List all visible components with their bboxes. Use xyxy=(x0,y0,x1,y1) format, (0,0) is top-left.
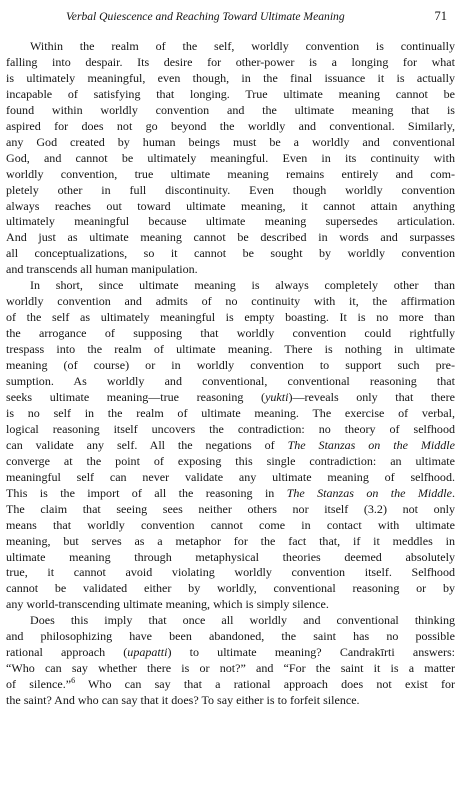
text-line: meaning (of course) or in worldly convention to support such pre- xyxy=(6,358,455,373)
text-line: Does this imply that once all worldly and conventional thinking xyxy=(30,613,455,628)
text-line: God, and cannot be ultimately meaningful. Even in its continuity with xyxy=(6,150,455,165)
text-line: and transcends all human manipulation. xyxy=(6,262,198,277)
text-line: found within worldly convention and the ultimate meaning that is xyxy=(6,102,455,117)
text-line: always reaches out toward ultimate meaning, it cannot attain anything xyxy=(6,198,455,213)
text-line: meaningful self can never validate any ultimate meaning of selfhood. xyxy=(6,469,455,484)
running-header xyxy=(6,9,455,24)
text-line: And just as ultimate meaning cannot be described in words and surpasses xyxy=(6,230,455,245)
page-number: 71 xyxy=(434,9,447,23)
text-line: the saint? And who can say that it does? To say either is to forfeit silence. xyxy=(6,693,360,708)
paragraph xyxy=(6,39,455,278)
paragraph xyxy=(6,278,455,613)
text-line: seeks ultimate meaning—true reasoning (yukti)—reveals only that there xyxy=(6,389,455,404)
text-line: aspired for does not go beyond the worldly and conventional. Similarly, xyxy=(6,118,455,133)
text-line: of the self as ultimately meaningful is empty boasting. It is no more than xyxy=(6,310,455,325)
text-line: ultimately meaningful because ultimate meaning supersedes articulation. xyxy=(6,214,455,229)
text-line: worldly convention and admits of no continuity with it, the affirmation xyxy=(6,294,455,309)
text-line: worldly convention, true ultimate meaning remains entirely and com- xyxy=(6,166,455,181)
text-line: of silence.”$^6$ Who can say that a rational approach does not exist for xyxy=(6,676,455,692)
text-line: incapable of satisfying that longing. True ultimate meaning cannot be xyxy=(6,86,455,101)
text-line: can validate any self. All the negations of The Stanzas on the Middle xyxy=(6,437,455,452)
text-line: falling into despair. Its desire for other-power is a longing for what xyxy=(6,54,455,69)
body-text xyxy=(6,39,455,709)
text-line: any God created by human beings must be a worldly and conventional xyxy=(6,134,455,149)
text-line: the arrogance of supposing that worldly convention could rightfully xyxy=(6,326,455,341)
text-line: “Who can say whether there is or not?” and “For the saint it is a matter xyxy=(6,661,455,676)
text-line: all conceptualizations, so it cannot be sought by worldly convention xyxy=(6,246,455,261)
text-line: is no self in the realm of ultimate meaning. The exercise of verbal, xyxy=(6,405,455,420)
text-line: logical reasoning itself uncovers the contradiction: no theory of selfhood xyxy=(6,421,455,436)
text-line: Within the realm of the self, worldly convention is continually xyxy=(30,39,455,53)
text-line: sumption. As worldly and conventional, conventional reasoning that xyxy=(6,374,455,389)
text-line: ultimate meaning through metaphysical theories deemed absolutely xyxy=(6,549,455,564)
text-line: In short, since ultimate meaning is always completely other than xyxy=(30,278,455,293)
text-line: is ultimately meaningful, even though, in the final issuance it is actually xyxy=(6,70,455,85)
text-line: pletely other in full discontinuity. Even though worldly convention xyxy=(6,182,455,197)
text-line: true, it cannot avoid violating worldly convention itself. Selfhood xyxy=(6,565,455,580)
running-title: Verbal Quiescence and Reaching Toward Ultimate Meaning xyxy=(66,10,345,23)
paragraph xyxy=(6,613,455,709)
text-line: any world-transcending ultimate meaning, which is simply silence. xyxy=(6,597,329,612)
text-line: This is the import of all the reasoning in The Stanzas on the Middle. xyxy=(6,485,455,500)
text-line: trespass into the realm of ultimate meaning. There is nothing in ultimate xyxy=(6,342,455,357)
text-line: converge at the point of exposing this single contradiction: an ultimate xyxy=(6,453,455,468)
text-line: rational approach (upapatti) to ultimate meaning? Candrakīrti answers: xyxy=(6,645,456,660)
text-line: and philosophizing have been abandoned, the saint has no possible xyxy=(6,629,455,644)
text-line: means that worldly convention cannot come in contact with ultimate xyxy=(6,517,455,532)
text-line: The claim that seeing sees neither others nor itself (3.2) not only xyxy=(6,501,455,516)
text-line: meaning, but serves as a metaphor for the fact that, if it meddles in xyxy=(6,533,455,548)
text-line: cannot be validated either by worldly, conventional reasoning or by xyxy=(6,581,455,596)
